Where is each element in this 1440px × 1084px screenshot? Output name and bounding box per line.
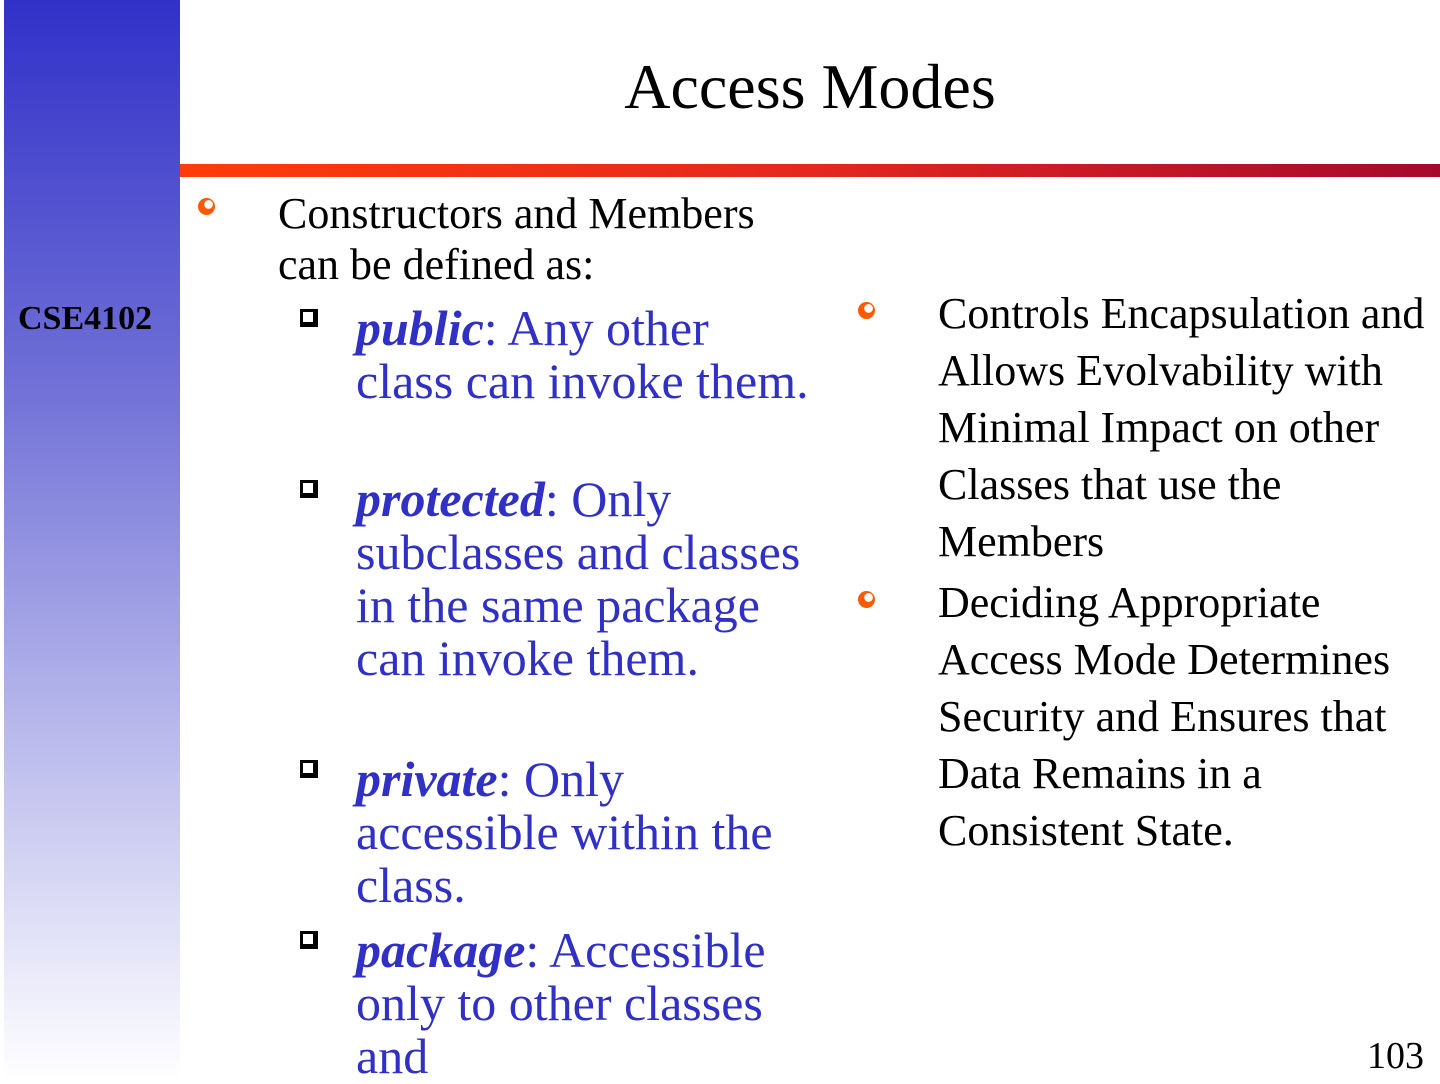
mode-item-package <box>356 924 816 1083</box>
mode-description: : Any other class can invoke them. <box>356 300 809 409</box>
course-code: CSE4102 <box>18 300 153 337</box>
mode-description: : Only subclasses and classes in the same package can invoke them. <box>356 471 801 686</box>
mode-description: : Accessible only to other classes and <box>356 922 766 1084</box>
sidebar-gradient <box>4 0 180 1080</box>
circle-bullet-icon <box>858 302 875 319</box>
page-number: 103 <box>1367 1035 1424 1077</box>
mode-item-protected <box>356 473 816 685</box>
mode-keyword: package <box>356 922 526 978</box>
right-point-security: Deciding Appropriate Access Mode Determines Security and Ensures that Data Remains in a Consistent State. <box>938 578 1391 855</box>
circle-bullet-icon <box>198 198 215 215</box>
square-bullet-icon <box>300 309 318 327</box>
square-bullet-icon <box>300 760 318 778</box>
intro-text: Constructors and Members can be defined as: <box>278 189 755 289</box>
title-divider <box>180 164 1440 177</box>
mode-keyword: protected <box>356 471 545 527</box>
square-bullet-icon <box>300 480 318 498</box>
mode-keyword: public <box>356 300 484 356</box>
square-bullet-icon <box>300 931 318 949</box>
right-point-encapsulation: Controls Encapsulation and Allows Evolvability with Minimal Impact on other Classes that use the Members <box>938 289 1425 566</box>
mode-description: : Only accessible within the class. <box>356 751 773 913</box>
mode-item-private <box>356 753 816 912</box>
mode-item-public <box>356 302 816 408</box>
circle-bullet-icon <box>858 591 875 608</box>
mode-keyword: private <box>356 751 498 807</box>
slide-title: Access Modes <box>624 51 996 122</box>
